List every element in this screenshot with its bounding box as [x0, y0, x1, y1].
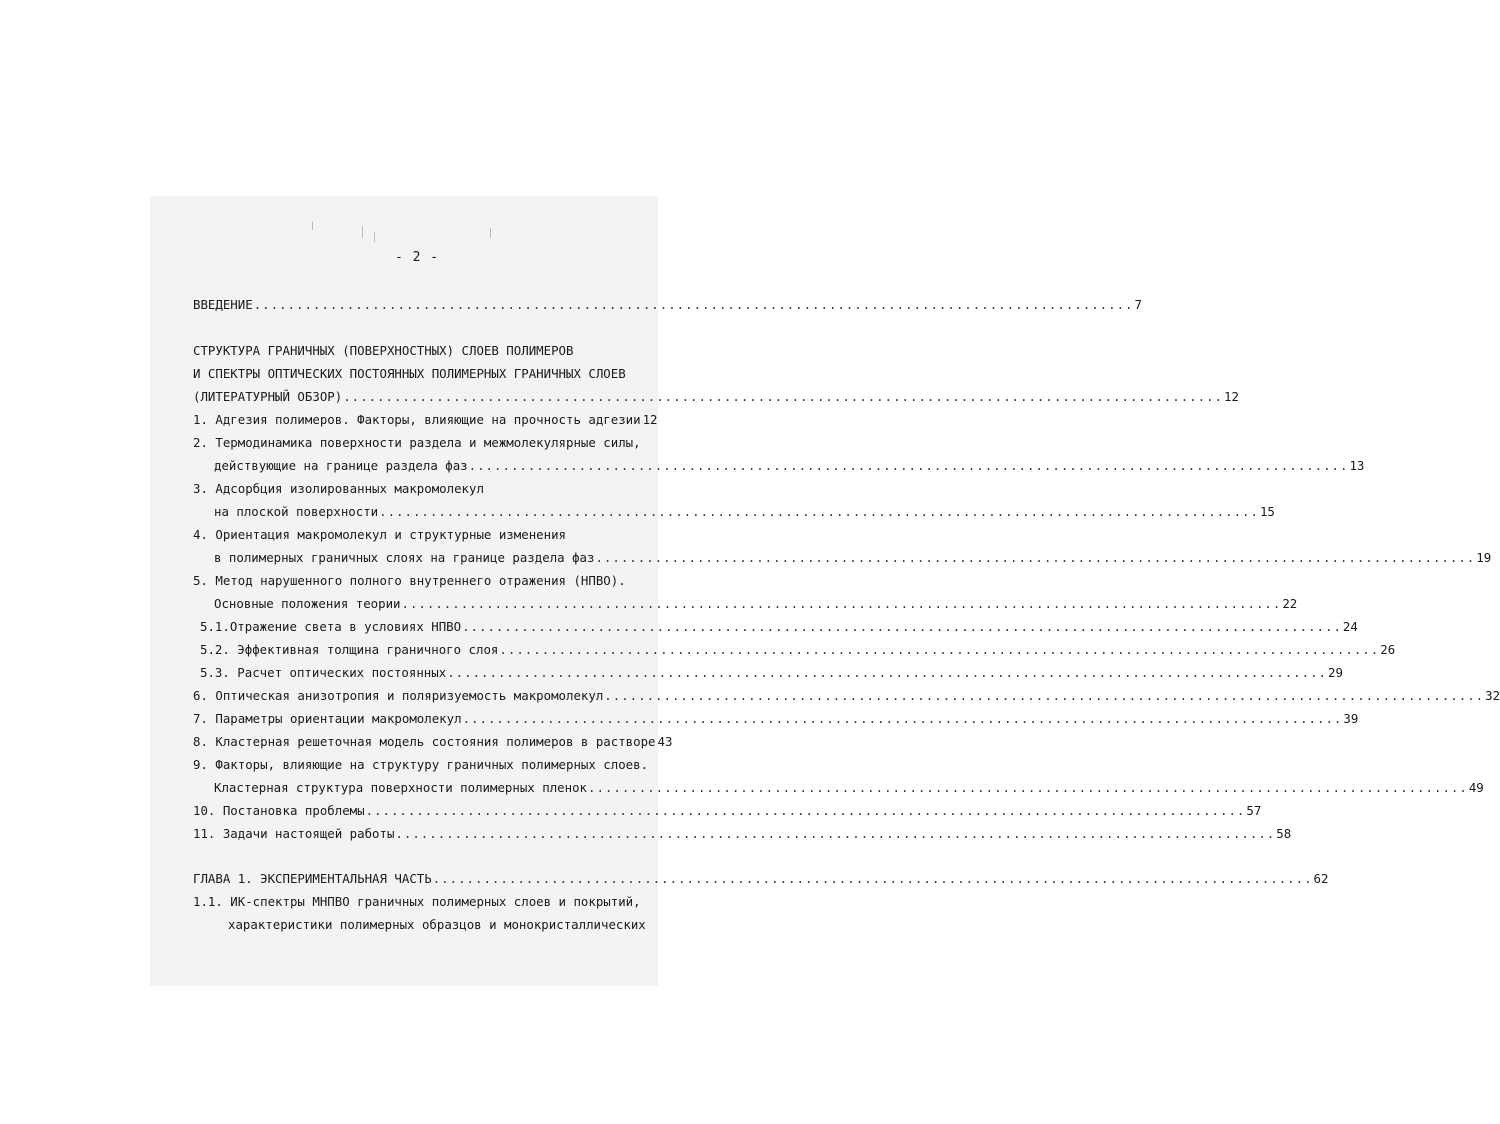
dot-leader: ........................................................................................................ — [365, 803, 1246, 818]
toc-entry-9-line1: 9. Факторы, влияющие на структуру граничных полимерных слоев. — [193, 757, 649, 772]
dot-leader: ........................................................................................................ — [432, 871, 1313, 886]
toc-entry-section[interactable] — [193, 388, 1239, 406]
toc-entry-label: ВВЕДЕНИЕ — [193, 297, 253, 312]
toc-entry-label: 6. Оптическая анизотропия и поляризуемость макромолекул — [193, 688, 604, 703]
toc-entry-3-line1: 3. Адсорбция изолированных макромолекул — [193, 481, 484, 496]
dot-leader: ........................................................................................................ — [462, 711, 1343, 726]
toc-entry-label: 7. Параметры ориентации макромолекул — [193, 711, 462, 726]
toc-entry-label: 1. Адгезия полимеров. Факторы, влияющие на прочность адгезии — [193, 412, 641, 427]
toc-entry-chapter-1[interactable] — [193, 870, 1329, 888]
toc-entry-page: 7 — [1134, 297, 1142, 312]
toc-entry-page: 32 — [1485, 688, 1500, 703]
toc-entry-8[interactable] — [193, 733, 673, 751]
toc-entry-2-line1: 2. Термодинамика поверхности раздела и межмолекулярные силы, — [193, 435, 641, 450]
toc-entry-label: на плоской поверхности — [214, 504, 379, 519]
toc-entry-page: 12 — [642, 412, 658, 427]
toc-entry-3[interactable] — [214, 503, 1275, 521]
toc-entry-label: ГЛАВА 1. ЭКСПЕРИМЕНТАЛЬНАЯ ЧАСТЬ — [193, 871, 432, 886]
toc-entry-label: Кластерная структура поверхности полимерных пленок — [214, 780, 587, 795]
toc-entry-label: Основные положения теории — [214, 596, 401, 611]
toc-entry-page: 49 — [1468, 780, 1484, 795]
toc-entry-label: 8. Кластерная решеточная модель состояния полимеров в растворе — [193, 734, 656, 749]
toc-entry-1[interactable] — [193, 411, 658, 429]
dot-leader: ........................................................................................................ — [447, 665, 1328, 680]
dot-leader: ........................................................................................................ — [595, 550, 1476, 565]
toc-entry-4[interactable] — [214, 549, 1492, 567]
section-title-line: И СПЕКТРЫ ОПТИЧЕСКИХ ПОСТОЯННЫХ ПОЛИМЕРНЫХ ГРАНИЧНЫХ СЛОЕВ — [193, 366, 626, 381]
toc-entry-5-line1: 5. Метод нарушенного полного внутреннего отражения (НПВО). — [193, 573, 626, 588]
toc-entry-page: 62 — [1313, 871, 1329, 886]
toc-entry-page: 39 — [1343, 711, 1359, 726]
toc-entry-2[interactable] — [214, 457, 1365, 475]
dot-leader: ........................................................................................................ — [468, 458, 1349, 473]
toc-entry-label: 5.1.Отражение света в условиях НПВО — [200, 619, 462, 634]
toc-entry-label: в полимерных граничных слоях на границе раздела фаз — [214, 550, 595, 565]
toc-entry-label: 10. Постановка проблемы — [193, 803, 365, 818]
toc-entry-page: 57 — [1246, 803, 1262, 818]
toc-entry-11[interactable] — [193, 825, 1292, 843]
toc-entry-7[interactable] — [193, 710, 1359, 728]
toc-entry-4-line1: 4. Ориентация макромолекул и структурные изменения — [193, 527, 566, 542]
toc-entry-10[interactable] — [193, 802, 1262, 820]
toc-entry-intro[interactable] — [193, 296, 1142, 314]
toc-entry-5[interactable] — [214, 595, 1298, 613]
dot-leader: ........................................................................................................ — [401, 596, 1282, 611]
toc-entry-6[interactable] — [193, 687, 1500, 705]
toc-entry-page: 12 — [1224, 389, 1239, 404]
dot-leader: ........................................................................................................ — [395, 826, 1276, 841]
toc-entry-1-1-line1: 1.1. ИК-спектры МНПВО граничных полимерных слоев и покрытий, — [193, 894, 641, 909]
toc-entry-page: 58 — [1276, 826, 1292, 841]
toc-entry-label: действующие на границе раздела фаз — [214, 458, 468, 473]
dot-leader: ........................................................................................................ — [343, 389, 1224, 404]
dot-leader: ........................................................................................................ — [462, 619, 1342, 634]
toc-entry-label: 5.2. Эффективная толщина граничного слоя — [200, 642, 499, 657]
toc-entry-label: 11. Задачи настоящей работы — [193, 826, 395, 841]
dot-leader: ........................................................................................................ — [379, 504, 1259, 519]
toc-entry-page: 24 — [1342, 619, 1358, 634]
toc-entry-5-3[interactable] — [200, 664, 1343, 682]
toc-entry-label: (ЛИТЕРАТУРНЫЙ ОБЗОР) — [193, 389, 343, 404]
toc-entry-page: 19 — [1476, 550, 1492, 565]
dot-leader: ........................................................................................................ — [499, 642, 1380, 657]
toc-entry-1-1-line2: характеристики полимерных образцов и монокристаллических — [228, 917, 646, 932]
toc-entry-page: 26 — [1380, 642, 1396, 657]
toc-entry-page: 43 — [657, 734, 673, 749]
toc-entry-page: 22 — [1282, 596, 1298, 611]
section-title-line: СТРУКТУРА ГРАНИЧНЫХ (ПОВЕРХНОСТНЫХ) СЛОЕВ ПОЛИМЕРОВ — [193, 343, 574, 358]
toc-entry-page: 29 — [1328, 665, 1343, 680]
toc-entry-5-1[interactable] — [200, 618, 1358, 636]
toc-entry-label: 5.3. Расчет оптических постоянных — [200, 665, 447, 680]
toc-entry-page: 13 — [1349, 458, 1365, 473]
toc-entry-5-2[interactable] — [200, 641, 1396, 659]
toc-entry-page: 15 — [1259, 504, 1275, 519]
dot-leader: ........................................................................................................ — [253, 297, 1134, 312]
dot-leader: ........................................................................................................ — [604, 688, 1485, 703]
page-number: - 2 - — [395, 250, 440, 265]
dot-leader: ........................................................................................................ — [588, 780, 1468, 795]
toc-entry-9[interactable] — [214, 779, 1484, 797]
